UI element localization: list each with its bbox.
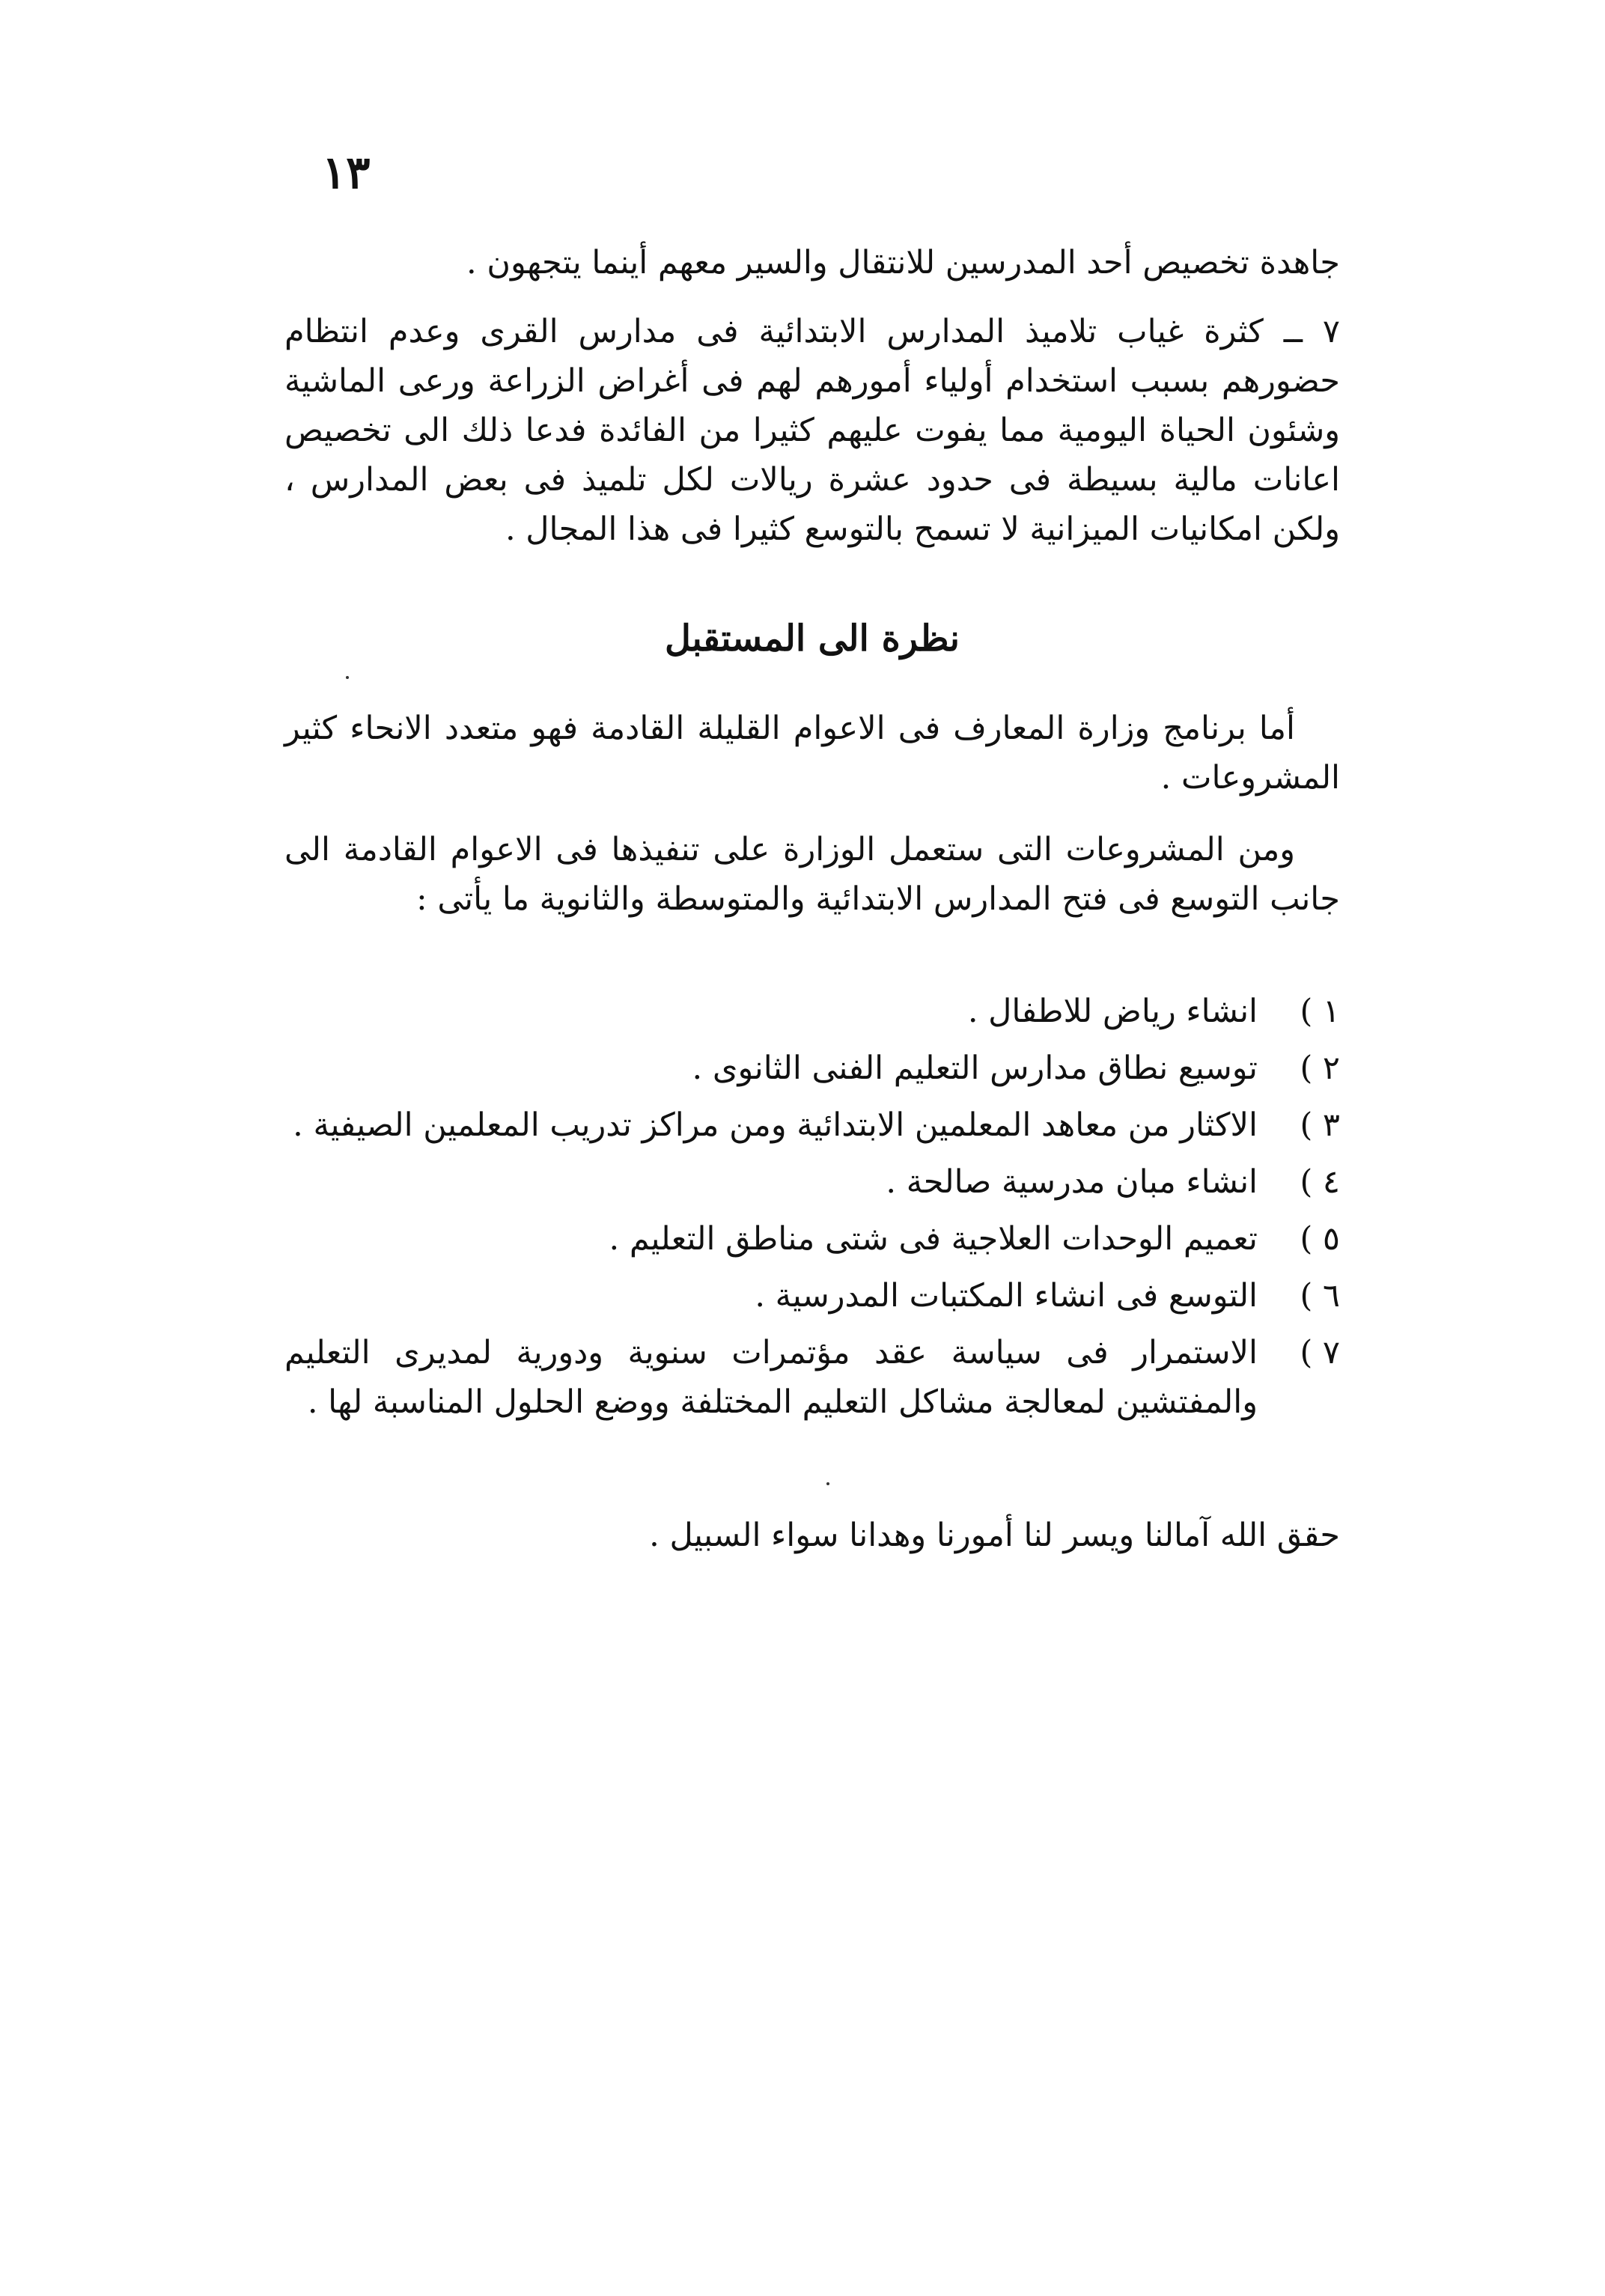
list-item (284, 987, 1340, 1036)
list-item-text: انشاء مبان مدرسية صالحة . (886, 1163, 1258, 1201)
list-item-number: ٥ ) (1300, 1220, 1340, 1258)
list-item-number: ١ ) (1300, 993, 1340, 1030)
future-paragraph-1: أما برنامج وزارة المعارف فى الاعوام القليلة القادمة فهو متعدد الانحاء كثير المشروعات . (284, 710, 1340, 797)
point-7-text: كثرة غياب تلاميذ المدارس الابتدائية فى مدارس القرى وعدم انتظام حضورهم بسبب استخدام أولياء أمورهم لهم فى أغراض الزراعة ورعى الماشية وشئون الحياة اليومية مما يفوت عليهم كثيرا من الفائدة فدعا ذلك الى تخصيص اعانات مالية بسيطة فى حدود عشرة ريالات لكل تلميذ فى بعض المدارس ، ولكن امكانيات الميزانية لا تسمح بالتوسع كثيرا فى هذا المجال . (284, 313, 1340, 548)
point-7-number: ٧ ــ (1283, 313, 1341, 350)
list-item (284, 1271, 1340, 1321)
projects-list (284, 987, 1340, 1434)
section-heading: نظرة الى المستقبل (665, 618, 960, 660)
closing-line: حقق الله آمالنا ويسر لنا أمورنا وهدانا سواء السبيل . (649, 1517, 1340, 1554)
list-item-text: الاستمرار فى سياسة عقد مؤتمرات سنوية ودورية لمديرى التعليم والمفتشين لمعالجة مشاكل التعليم المختلفة ووضع الحلول المناسبة لها . (284, 1334, 1258, 1421)
list-item-number: ٢ ) (1300, 1050, 1340, 1087)
list-item-text: الاكثار من معاهد المعلمين الابتدائية ومن مراكز تدريب المعلمين الصيفية . (293, 1106, 1258, 1144)
list-item (284, 1214, 1340, 1264)
list-item (284, 1328, 1340, 1427)
list-item-number: ٧ ) (1300, 1334, 1340, 1371)
point-7-paragraph (284, 307, 1340, 554)
list-item-number: ٦ ) (1300, 1277, 1340, 1315)
list-item (284, 1157, 1340, 1207)
list-item (284, 1044, 1340, 1093)
list-item (284, 1100, 1340, 1150)
scan-speck (346, 676, 349, 679)
scan-speck (826, 1482, 829, 1485)
list-item-text: انشاء رياض للاطفال . (967, 993, 1258, 1030)
page-number: ١٣ (322, 147, 371, 199)
list-item-text: توسيع نطاق مدارس التعليم الفنى الثانوى . (692, 1050, 1258, 1087)
list-item-number: ٣ ) (1300, 1106, 1340, 1144)
list-item-number: ٤ ) (1300, 1163, 1340, 1201)
future-paragraph-2: ومن المشروعات التى ستعمل الوزارة على تنفيذها فى الاعوام القادمة الى جانب التوسع فى فتح المدارس الابتدائية والمتوسطة والثانوية ما يأتى : (284, 831, 1340, 918)
list-item-text: تعميم الوحدات العلاجية فى شتى مناطق التعليم . (609, 1220, 1258, 1258)
list-item-text: التوسع فى انشاء المكتبات المدرسية . (755, 1277, 1258, 1315)
intro-line: جاهدة تخصيص أحد المدرسين للانتقال والسير معهم أينما يتجهون . (466, 244, 1340, 281)
